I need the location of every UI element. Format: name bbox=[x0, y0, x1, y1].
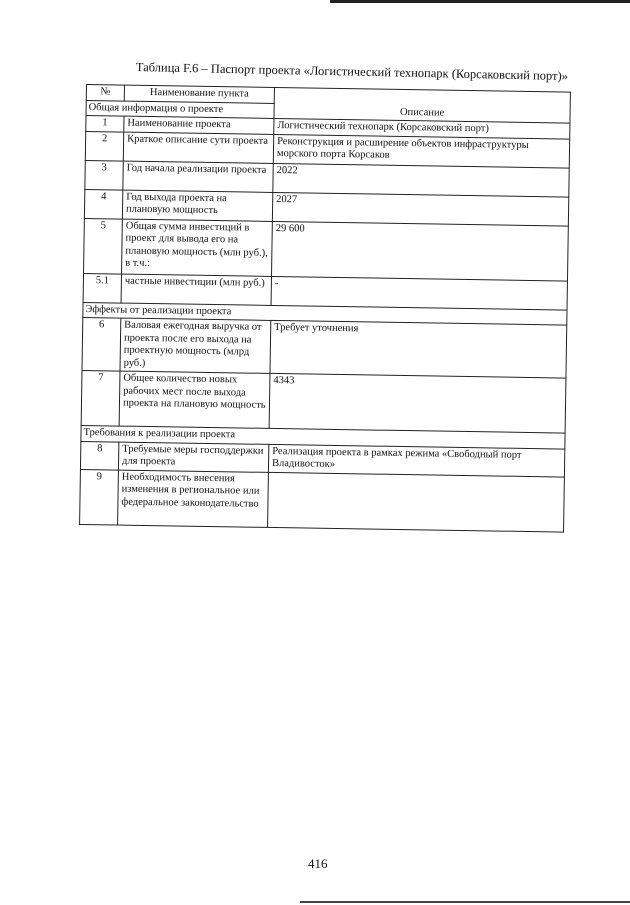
row-desc: 29 600 bbox=[272, 221, 569, 281]
header-name: Наименование пункта bbox=[124, 85, 274, 103]
header-desc: Описание bbox=[274, 87, 570, 123]
row-num: 8 bbox=[80, 441, 118, 470]
row-name: Год начала реализации проекта bbox=[123, 161, 273, 192]
row-num: 5 bbox=[84, 218, 123, 274]
row-name: Необходимость внесения изменения в региональное или федеральное законодательство bbox=[118, 470, 269, 527]
row-num: 2 bbox=[85, 131, 123, 161]
row-desc bbox=[268, 472, 565, 532]
row-name: Общее количество новых рабочих мест после выхода проекта на плановую мощность bbox=[119, 371, 270, 428]
table-row bbox=[84, 218, 569, 281]
row-desc: 2027 bbox=[272, 192, 568, 226]
row-name: Наименование проекта bbox=[124, 116, 274, 134]
row-name: частные инвестиции (млн руб.) bbox=[121, 274, 271, 305]
row-desc: Реконструкция и расширение объектов инфраструктуры морского порта Корсаков bbox=[273, 134, 569, 168]
row-name: Общая сумма инвестиций в проект для вывода его на плановую мощность (млн руб.), в т.ч.: bbox=[122, 219, 273, 276]
table-row bbox=[80, 469, 565, 532]
project-passport-table-wrapper bbox=[79, 84, 576, 532]
row-name: Валовая ежегодная выручка от проекта после его выхода на проектную мощность (млрд руб.) bbox=[120, 318, 271, 373]
row-desc: 2022 bbox=[273, 163, 569, 197]
row-num: 1 bbox=[86, 116, 124, 132]
row-name: Год выхода проекта на плановую мощность bbox=[122, 190, 272, 221]
scan-bottom-edge-line bbox=[300, 901, 630, 903]
section-effects: Эффекты от реализации проекта bbox=[83, 302, 567, 325]
section-requirements: Требования к реализации проекта bbox=[81, 425, 565, 448]
table-row bbox=[82, 317, 567, 378]
row-desc: Реализация проекта в рамках режима «Свободный порт Владивосток» bbox=[268, 444, 564, 477]
table-caption: Таблица F.6 – Паспорт проекта «Логистический технопарк (Корсаковский порт)» bbox=[135, 60, 569, 84]
row-desc: Требует уточнения bbox=[270, 320, 567, 378]
row-num: 7 bbox=[81, 370, 120, 426]
row-num: 6 bbox=[82, 317, 121, 371]
header-num: № bbox=[86, 85, 124, 101]
row-num: 3 bbox=[85, 160, 123, 190]
row-desc: - bbox=[271, 276, 567, 310]
row-desc: 4343 bbox=[269, 373, 566, 433]
row-name: Краткое описание сути проекта bbox=[123, 132, 273, 163]
row-num: 4 bbox=[84, 189, 122, 219]
section-general: Общая информация о проекте bbox=[86, 100, 274, 118]
row-name: Требуемые меры господдержки для проекта bbox=[118, 442, 268, 472]
page-number: 416 bbox=[308, 856, 328, 871]
row-desc: Логистический технопарк (Корсаковский порт) bbox=[274, 118, 570, 138]
table-row bbox=[81, 370, 566, 433]
row-num: 9 bbox=[80, 469, 119, 525]
scan-top-edge-line bbox=[330, 0, 630, 3]
row-num: 5.1 bbox=[83, 273, 121, 303]
project-passport-table bbox=[79, 84, 571, 532]
